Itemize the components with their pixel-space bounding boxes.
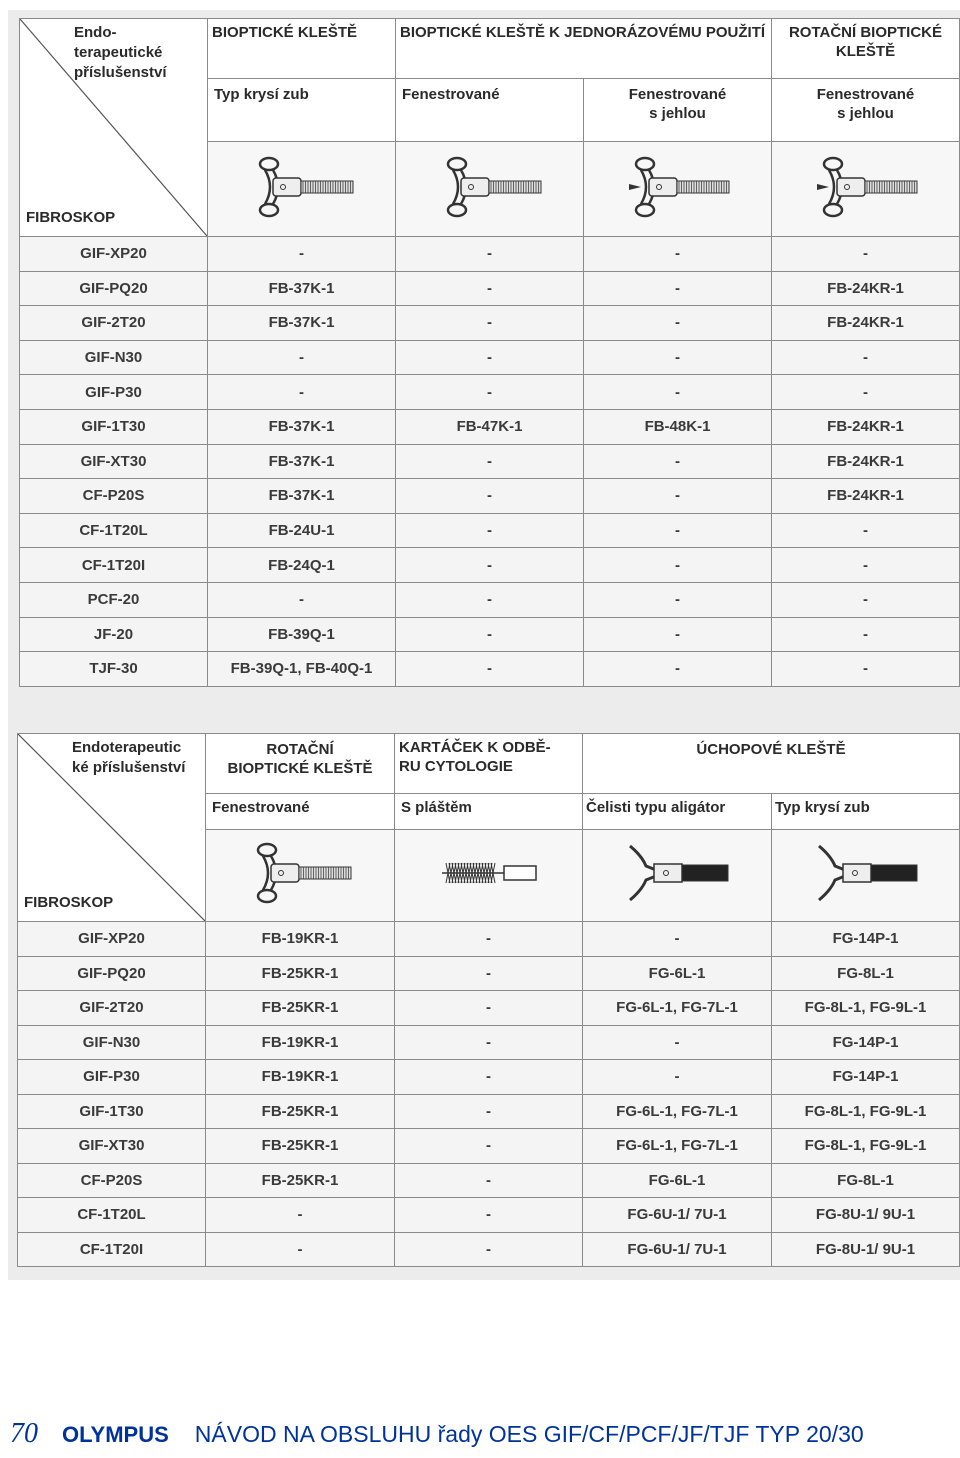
accessory-code-cell: - (396, 340, 584, 375)
table2-sub-header: Typ krysí zub (772, 794, 960, 830)
table1-sub-header: Fenestrované (396, 79, 584, 142)
forceps-icon (208, 142, 396, 237)
table-row (18, 1129, 960, 1164)
endoscope-model-cell: GIF-P30 (18, 1060, 206, 1095)
accessory-code-cell: FG-8L-1 (772, 1163, 960, 1198)
table-row (18, 991, 960, 1026)
accessory-code-cell: - (395, 1198, 583, 1233)
accessory-code-cell: - (208, 340, 396, 375)
accessory-code-cell: - (583, 1060, 772, 1095)
accessory-code-cell: FG-8U-1/ 9U-1 (772, 1232, 960, 1267)
accessory-code-cell: - (584, 582, 772, 617)
page-number: 70 (10, 1418, 38, 1449)
accessory-code-cell: FB-25KR-1 (206, 1163, 395, 1198)
accessory-code-cell: FB-24KR-1 (772, 271, 960, 306)
accessory-code-cell: FB-47K-1 (396, 409, 584, 444)
table2-sub-header: Čelisti typu aligátor (583, 794, 772, 830)
endoscope-model-cell: GIF-XP20 (18, 922, 206, 957)
endoscope-model-cell: CF-P20S (18, 1163, 206, 1198)
accessory-code-cell: - (206, 1198, 395, 1233)
accessory-code-cell: FB-37K-1 (208, 306, 396, 341)
accessory-code-cell: FB-19KR-1 (206, 1060, 395, 1095)
table-row (20, 513, 960, 548)
endoscope-model-cell: GIF-2T20 (20, 306, 208, 341)
table2-sub-header: S pláštěm (395, 794, 583, 830)
accessory-code-cell: FB-25KR-1 (206, 1129, 395, 1164)
accessory-code-cell: FG-8U-1/ 9U-1 (772, 1198, 960, 1233)
table-row (20, 548, 960, 583)
accessory-code-cell: FB-39Q-1, FB-40Q-1 (208, 652, 396, 687)
table1-sub-header: Fenestrované s jehlou (584, 79, 772, 142)
accessory-code-cell: FB-24KR-1 (772, 409, 960, 444)
accessory-code-cell: - (395, 1129, 583, 1164)
accessory-code-cell: FB-19KR-1 (206, 922, 395, 957)
table-row (20, 617, 960, 652)
table-row (18, 1060, 960, 1095)
accessory-table-1 (19, 18, 960, 687)
table1-group-header: BIOPTICKÉ KLEŠTĚ (208, 19, 396, 79)
accessory-code-cell: FB-19KR-1 (206, 1025, 395, 1060)
forceps-icon (206, 830, 395, 922)
accessory-code-cell: - (772, 548, 960, 583)
manual-title: NÁVOD NA OBSLUHU řady OES GIF/CF/PCF/JF/TJF TYP 20/30 (194, 1421, 864, 1447)
accessory-code-cell: FG-14P-1 (772, 922, 960, 957)
table-row (20, 306, 960, 341)
accessory-code-cell: - (396, 271, 584, 306)
accessory-code-cell: FG-6L-1, FG-7L-1 (583, 991, 772, 1026)
table1-group-header: ROTAČNÍ BIOPTICKÉ KLEŠTĚ (772, 19, 960, 79)
accessory-code-cell: - (584, 237, 772, 272)
table1-corner-top-label: Endo- terapeutické příslušenství (74, 24, 167, 81)
accessory-code-cell: FB-24KR-1 (772, 444, 960, 479)
table-row (18, 1232, 960, 1267)
endoscope-model-cell: CF-1T20I (18, 1232, 206, 1267)
table2-group-header: KARTÁČEK K ODBĚ- RU CYTOLOGIE (395, 734, 583, 794)
accessory-code-cell: FG-14P-1 (772, 1025, 960, 1060)
accessory-code-cell: - (584, 513, 772, 548)
accessory-code-cell: - (208, 582, 396, 617)
accessory-code-cell: - (772, 375, 960, 410)
accessory-code-cell: - (584, 479, 772, 514)
accessory-code-cell: FG-6L-1 (583, 1163, 772, 1198)
endoscope-model-cell: GIF-XT30 (20, 444, 208, 479)
accessory-code-cell: - (206, 1232, 395, 1267)
accessory-code-cell: FG-14P-1 (772, 1060, 960, 1095)
accessory-code-cell: - (396, 548, 584, 583)
accessory-code-cell: FG-6L-1, FG-7L-1 (583, 1094, 772, 1129)
table-row (20, 409, 960, 444)
table-row (20, 652, 960, 687)
accessory-code-cell: - (395, 922, 583, 957)
accessory-code-cell: FG-6L-1, FG-7L-1 (583, 1129, 772, 1164)
accessory-code-cell: - (584, 306, 772, 341)
brand-name: OLYMPUS (62, 1422, 169, 1447)
accessory-code-cell: - (396, 652, 584, 687)
accessory-code-cell: FB-37K-1 (208, 271, 396, 306)
accessory-code-cell: - (396, 479, 584, 514)
accessory-code-cell: - (772, 513, 960, 548)
accessory-code-cell: FB-48K-1 (584, 409, 772, 444)
grasping-forceps-icon (583, 830, 772, 922)
table2-body (18, 922, 960, 1267)
accessory-code-cell: - (395, 991, 583, 1026)
accessory-code-cell: FB-24Q-1 (208, 548, 396, 583)
accessory-code-cell: - (396, 375, 584, 410)
accessory-code-cell: FB-37K-1 (208, 409, 396, 444)
accessory-code-cell: FG-8L-1 (772, 956, 960, 991)
accessory-code-cell: FB-25KR-1 (206, 1094, 395, 1129)
table-row (20, 375, 960, 410)
accessory-code-cell: FB-37K-1 (208, 479, 396, 514)
accessory-code-cell: FG-6L-1 (583, 956, 772, 991)
table-row (20, 340, 960, 375)
table-row (18, 1094, 960, 1129)
accessory-code-cell: - (395, 1025, 583, 1060)
endoscope-model-cell: GIF-P30 (20, 375, 208, 410)
table2-group-header: ROTAČNÍ BIOPTICKÉ KLEŠTĚ (206, 734, 395, 794)
accessory-code-cell: - (584, 340, 772, 375)
accessory-code-cell: - (772, 617, 960, 652)
accessory-code-cell: - (772, 582, 960, 617)
table-row (20, 582, 960, 617)
table1-group-header: BIOPTICKÉ KLEŠTĚ K JEDNORÁZOVÉMU POUŽITÍ (396, 19, 772, 79)
accessory-code-cell: FB-24KR-1 (772, 306, 960, 341)
accessory-code-cell: - (395, 1163, 583, 1198)
cytology-brush-icon (395, 830, 583, 922)
accessory-code-cell: - (395, 1232, 583, 1267)
accessory-code-cell: FB-25KR-1 (206, 956, 395, 991)
accessory-code-cell: - (584, 548, 772, 583)
accessory-code-cell: FB-24KR-1 (772, 479, 960, 514)
accessory-code-cell: - (583, 922, 772, 957)
accessory-code-cell: - (584, 375, 772, 410)
accessory-code-cell: FG-6U-1/ 7U-1 (583, 1232, 772, 1267)
accessory-code-cell: FG-8L-1, FG-9L-1 (772, 991, 960, 1026)
table2-group-header: ÚCHOPOVÉ KLEŠTĚ (583, 734, 960, 794)
table2-corner-top-label: Endoterapeutic ké příslušenství (72, 739, 186, 776)
accessory-code-cell: FB-25KR-1 (206, 991, 395, 1026)
accessory-code-cell: - (396, 237, 584, 272)
table2-corner-bottom-label: FIBROSKOP (24, 894, 133, 911)
table-row (18, 1025, 960, 1060)
endoscope-model-cell: JF-20 (20, 617, 208, 652)
accessory-code-cell: - (208, 237, 396, 272)
table1-sub-header: Typ krysí zub (208, 79, 396, 142)
accessory-code-cell: - (772, 340, 960, 375)
accessory-code-cell: - (395, 1094, 583, 1129)
accessory-code-cell: FB-24U-1 (208, 513, 396, 548)
table-row (18, 1198, 960, 1233)
accessory-code-cell: - (396, 306, 584, 341)
accessory-code-cell: - (584, 617, 772, 652)
table-row (18, 922, 960, 957)
accessory-code-cell: - (583, 1025, 772, 1060)
table-row (20, 479, 960, 514)
table2-sub-header: Fenestrované (206, 794, 395, 830)
table-row (20, 271, 960, 306)
forceps-icon (396, 142, 584, 237)
endoscope-model-cell: GIF-XT30 (18, 1129, 206, 1164)
table1-corner-cell (20, 19, 208, 237)
table2-corner-cell (18, 734, 206, 922)
forceps-with-needle-icon (772, 142, 960, 237)
accessory-code-cell: FG-8L-1, FG-9L-1 (772, 1094, 960, 1129)
accessory-code-cell: - (584, 271, 772, 306)
table-row (18, 956, 960, 991)
accessory-code-cell: FG-8L-1, FG-9L-1 (772, 1129, 960, 1164)
endoscope-model-cell: TJF-30 (20, 652, 208, 687)
accessory-table-2 (17, 733, 960, 1267)
accessory-code-cell: - (396, 617, 584, 652)
table-row (18, 1163, 960, 1198)
table-row (20, 237, 960, 272)
accessory-code-cell: - (396, 513, 584, 548)
endoscope-model-cell: GIF-N30 (20, 340, 208, 375)
endoscope-model-cell: CF-1T20I (20, 548, 208, 583)
page-footer (10, 1418, 864, 1452)
endoscope-model-cell: GIF-XP20 (20, 237, 208, 272)
accessory-code-cell: - (395, 1060, 583, 1095)
endoscope-model-cell: GIF-1T30 (20, 409, 208, 444)
endoscope-model-cell: CF-1T20L (18, 1198, 206, 1233)
accessory-code-cell: - (396, 582, 584, 617)
table-row (20, 444, 960, 479)
endoscope-model-cell: PCF-20 (20, 582, 208, 617)
accessory-code-cell: - (584, 652, 772, 687)
table1-corner-bottom-label: FIBROSKOP (26, 209, 135, 226)
endoscope-model-cell: GIF-N30 (18, 1025, 206, 1060)
accessory-code-cell: - (396, 444, 584, 479)
accessory-code-cell: - (772, 237, 960, 272)
table1-sub-header: Fenestrované s jehlou (772, 79, 960, 142)
endoscope-model-cell: GIF-2T20 (18, 991, 206, 1026)
accessory-code-cell: - (208, 375, 396, 410)
table1-body (20, 237, 960, 687)
accessory-code-cell: - (395, 956, 583, 991)
endoscope-model-cell: GIF-1T30 (18, 1094, 206, 1129)
accessory-code-cell: - (772, 652, 960, 687)
accessory-code-cell: FB-37K-1 (208, 444, 396, 479)
endoscope-model-cell: CF-P20S (20, 479, 208, 514)
accessory-code-cell: - (584, 444, 772, 479)
accessory-code-cell: FB-39Q-1 (208, 617, 396, 652)
accessory-code-cell: FG-6U-1/ 7U-1 (583, 1198, 772, 1233)
endoscope-model-cell: GIF-PQ20 (18, 956, 206, 991)
endoscope-model-cell: CF-1T20L (20, 513, 208, 548)
forceps-with-needle-icon (584, 142, 772, 237)
endoscope-model-cell: GIF-PQ20 (20, 271, 208, 306)
grasping-forceps-icon (772, 830, 960, 922)
